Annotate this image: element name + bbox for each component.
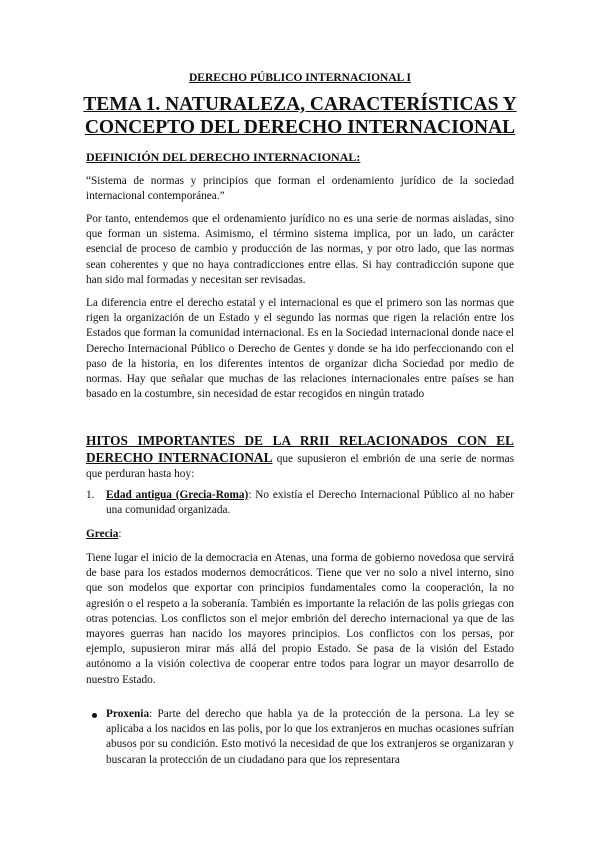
item-label: Edad antigua (Grecia-Roma) [106,489,249,501]
hitos-heading-rest: que supusieron el embrión de una serie de normas que perduran hasta hoy: [86,453,514,481]
definition-heading: DEFINICIÓN DEL DERECHO INTERNACIONAL: [86,150,361,164]
hitos-heading-paragraph [86,433,514,483]
bullet-text [106,707,514,768]
bullet-dot-icon [92,713,97,718]
item-text [106,488,514,518]
topic-title: TEMA 1. NATURALEZA, CARACTERÍSTICAS Y CONCEPTO DEL DERECHO INTERNACIONAL [83,94,517,138]
item-number: 1. [86,489,95,501]
grecia-colon: : [118,528,122,540]
hitos-heading: HITOS IMPORTANTES DE LA RRII RELACIONADOS CON EL DERECHO INTERNACIONAL [86,433,514,466]
grecia-heading [86,527,122,542]
grecia-label: Grecia [86,528,119,540]
bullet-label: Proxenia [106,708,150,720]
paragraph-grecia: Tiene lugar el inicio de la democracia en Atenas, una forma de gobierno novedosa que servirá de base para los estados modernos democráticos. Tiene que ver no solo a nivel interno, sino que son modelos que exportar con principios fundamentales como la cooperación, la no agresión o el respeto a la soberanía. También es importante la relación de las polis griegas con otras potencias. Los conflictos son el mejor embrión del derecho internacional ya que de las mayores guerras han nacido los mayores principios. Los conflictos con los persas, por ejemplo, supusieron mirar más allá del propio Estado. Se pasa de la visión del Estado autónomo a la visión colectiva de cooperar entre todos para lograr un mayor desarrollo de nuestro Estado. [86,552,514,686]
definition-quote: “Sistema de normas y principios que forman el ordenamiento jurídico de la sociedad internacional contemporánea.” [86,175,514,203]
course-title: DERECHO PÚBLICO INTERNACIONAL I [188,72,412,84]
paragraph-system: Por tanto, entendemos que el ordenamiento jurídico no es una serie de normas aisladas, sino que forman un sistema. Asimismo, el término sistema implica, por un lado, un carácter esencial de proceso de cambio y producción de las normas, y por otro lado, que las normas sean coherentes y que no haya contradicciones entre ellas. Si hay contradicción supone que han sido mal formadas y necesitan ser revisadas. [86,213,514,286]
bullet-description: : Parte del derecho que habla ya de la protección de la persona. La ley se aplicaba a los nacidos en las polis, por lo que los extranjeros en muchas ocasiones sufrían abusos por su condición. Esto motivó la necesidad de que los extranjeros se organizaran y buscaran la protección de un ciudadano para que los representara [106,708,514,766]
paragraph-difference: La diferencia entre el derecho estatal y el internacional es que el primero son las normas que rigen la organización de un Estado y el segundo las normas que rigen la relación entre los Estados que forman la comunidad internacional. Es en la Sociedad internacional donde nace el Derecho Internacional Público o Derecho de Gentes y donde se ha ido perfeccionando con el paso de la historia, en los diferentes intentos de organizar dicha Sociedad por medio de normas. Hay que señalar que muchas de las relaciones internacionales entre países se han basado en la costumbre, sin necesidad de estar recogidos en ningún tratado [86,297,514,401]
item-description: : No existía el Derecho Internacional Público al no haber una comunidad organizada. [106,489,514,517]
